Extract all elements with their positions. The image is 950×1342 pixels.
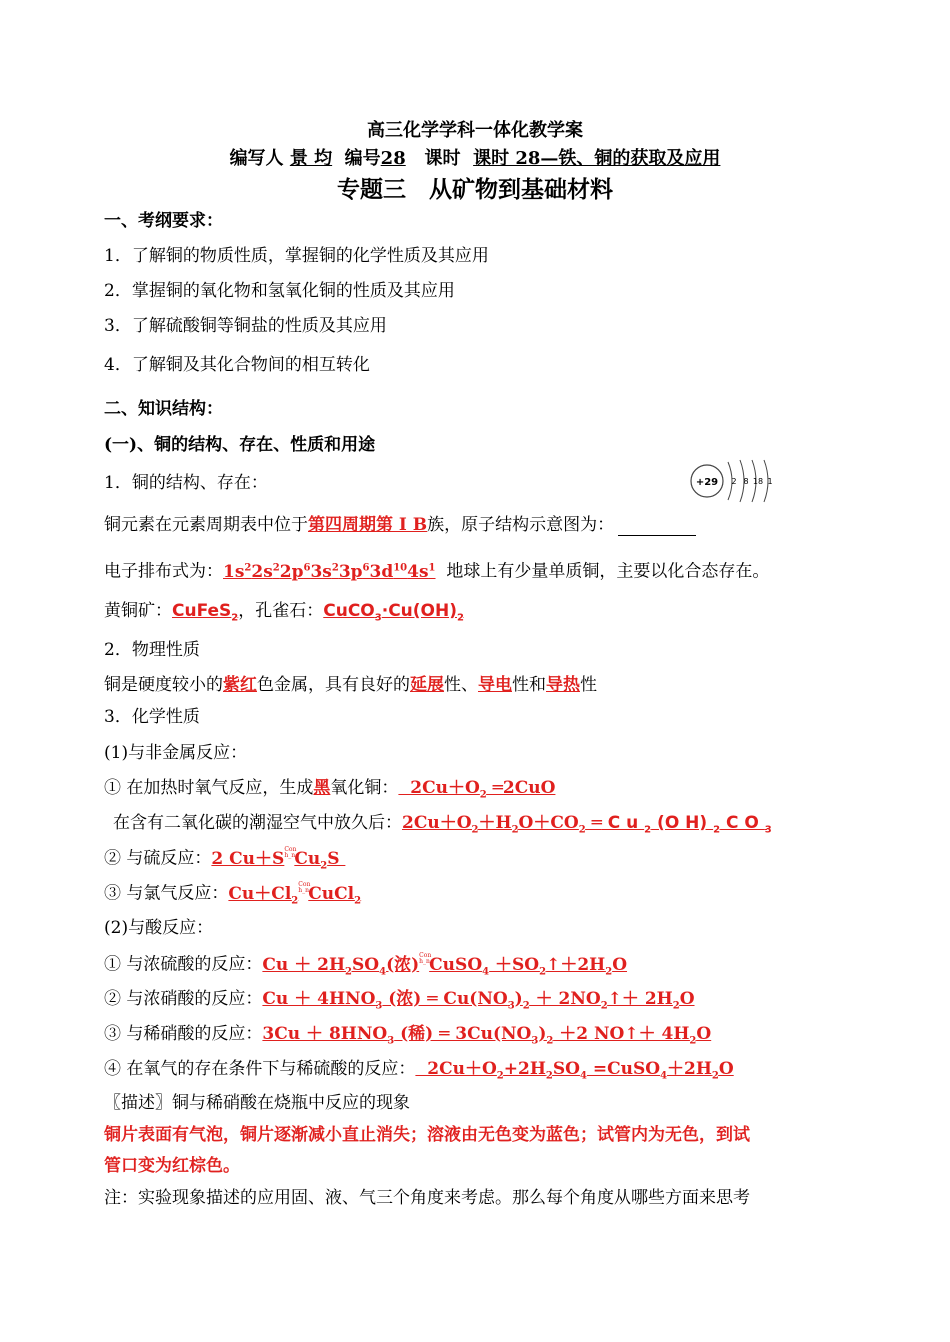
reaction-dilute-nitric: ③ 与稀硝酸的反应：$3Cu + 8HNO_3$ (稀) ═ $3Cu(NO_3)_2 +2$ NO↑＋ $4H_2O$ <box>104 1024 712 1047</box>
atom-structure-diagram <box>688 458 778 504</box>
equation: $Cu + 2H_2SO_4$(浓)Con h_nCuSO$_4$ $+SO_2↑+2H_2O$ <box>262 952 628 978</box>
equation: 2 Cu＋SCon h_nCu$_2$S <box>211 846 346 872</box>
reaction-oxygen: ① 在加热时氧气反应，生成黑氧化铜： $2Cu+O_2$ ═2CuO <box>104 778 556 801</box>
equation: $3Cu + 8HNO_3$ (稀) ═ $3Cu(NO_3)_2 +2$ NO↑＋ $4H_2O$ <box>262 1024 712 1047</box>
answer-chalcopyrite: CuFeS$_2$ <box>172 601 239 624</box>
answer-period-group: 第四周期第 Ⅰ B <box>308 515 428 535</box>
position-line: 铜元素在元素周期表中位于第四周期第 Ⅰ B族，原子结构示意图为： <box>104 514 696 536</box>
svg-text:8: 8 <box>743 477 749 486</box>
reaction-conc-nitric: ② 与浓硝酸的反应：$Cu + 4HNO_3$ (浓) ═ $Cu(NO_3)_2$ ＋ $2NO_2↑+ 2H_2O$ <box>104 989 695 1012</box>
svg-text:1: 1 <box>767 477 773 486</box>
reaction-conc-sulfuric: ① 与浓硫酸的反应：$Cu + 2H_2SO_4$(浓)Con h_nCuSO$_4$ $+SO_2↑+2H_2O$ <box>104 952 628 978</box>
ores-line: 黄铜矿：CuFeS$_2$，孔雀石：$CuCO_3\cdot Cu(OH)_2$ <box>104 601 464 624</box>
answer-color: 紫红 <box>223 675 257 695</box>
answer-blank <box>618 519 696 536</box>
description-answer-line: 铜片表面有气泡，铜片逐渐减小直止消失；溶液由无色变为蓝色；试管内为无色，到试 <box>104 1125 750 1145</box>
writer-name: 景 均 <box>289 148 333 169</box>
paragraph-title: 3．化学性质 <box>104 707 200 727</box>
equation: $Cu + 4HNO_3$ (浓) ═ $Cu(NO_3)_2$ ＋ $2NO_2↑+ 2H_2O$ <box>262 989 695 1012</box>
svg-text:18: 18 <box>752 477 764 486</box>
subsection-label: (2)与酸反应： <box>104 918 214 938</box>
paragraph-title: 2．物理性质 <box>104 640 200 660</box>
topic-title: 专题三 从矿物到基础材料 <box>337 176 613 203</box>
reaction-chlorine: ③ 与氯气反应：$Cu+Cl_2Con$ h_nCuCl$_2$ <box>104 881 362 907</box>
doc-title: 高三化学学科一体化教学案 <box>367 120 583 141</box>
answer-ductility: 延展 <box>410 675 444 695</box>
list-item: 3．了解硫酸铜等铜盐的性质及其应用 <box>104 316 387 336</box>
physical-properties-line: 铜是硬度较小的紫红色金属，具有良好的延展性、导电性和导热性 <box>104 675 597 695</box>
svg-text:+29: +29 <box>695 477 719 488</box>
list-item: 1．了解铜的物质性质，掌握铜的化学性质及其应用 <box>104 246 489 266</box>
answer-electron-config: $1s^22s^22p^63s^23p^63d^{10}4s^1$ <box>223 561 436 582</box>
subsection-label: (1)与非金属反应： <box>104 743 248 763</box>
section-heading: 一、考纲要求： <box>104 211 223 231</box>
code-value: 28 <box>380 148 406 169</box>
svg-text:2: 2 <box>731 477 737 486</box>
reaction-dilute-sulfuric-oxygen: ④ 在氧气的存在条件下与稀硫酸的反应： $2Cu+O_2+2H_2SO_4$ $=CuSO_4+2H_2O$ <box>104 1059 734 1082</box>
section-heading: 二、知识结构： <box>104 399 223 419</box>
period-value: 课时 28—铁、铜的获取及应用 <box>473 148 721 169</box>
equation: $2Cu+O_2+2H_2SO_4$ $=CuSO_4+2H_2O$ <box>415 1059 734 1082</box>
answer-conductivity: 导电 <box>478 675 512 695</box>
answer-malachite: $CuCO_3\cdot Cu(OH)_2$ <box>323 601 464 624</box>
note-line: 注：实验现象描述的应用固、液、气三个角度来考虑。那么每个角度从哪些方面来思考 <box>104 1188 750 1208</box>
equation: $2Cu+O_2+H_2O+CO_2$ ═ C u $_2$ (O H) $_2$ C O $_3$ <box>402 813 772 836</box>
equation: $2Cu+O_2$ ═2CuO <box>398 778 556 801</box>
description-label: 〖描述〗铜与稀硝酸在烧瓶中反应的现象 <box>104 1093 410 1113</box>
list-item: 4．了解铜及其化合物间的相互转化 <box>104 355 370 375</box>
reaction-sulfur: ② 与硫反应：2 Cu＋SCon h_nCu$_2$S <box>104 846 346 872</box>
paragraph-title: 1．铜的结构、存在： <box>104 473 268 493</box>
equation: $Cu+Cl_2Con$ h_nCuCl$_2$ <box>228 881 362 907</box>
electron-config-line: 电子排布式为：$1s^22s^22p^63s^23p^63d^{10}4s^1$ 地球上有少量单质铜，主要以化合态存在。 <box>104 561 770 582</box>
answer-thermal: 导热 <box>546 675 580 695</box>
description-answer-line: 管口变为红棕色。 <box>104 1156 240 1176</box>
subsection-heading: (一)、铜的结构、存在、性质和用途 <box>104 435 376 455</box>
reaction-co2: 在含有二氧化碳的潮湿空气中放久后：$2Cu+O_2+H_2O+CO_2$ ═ C u $_2$ (O H) $_2$ C O $_3$ <box>113 813 772 836</box>
list-item: 2．掌握铜的氧化物和氢氧化铜的性质及其应用 <box>104 281 455 301</box>
doc-meta: 编写人 景 均 编号28 课时 课时 28—铁、铜的获取及应用 <box>229 148 721 169</box>
